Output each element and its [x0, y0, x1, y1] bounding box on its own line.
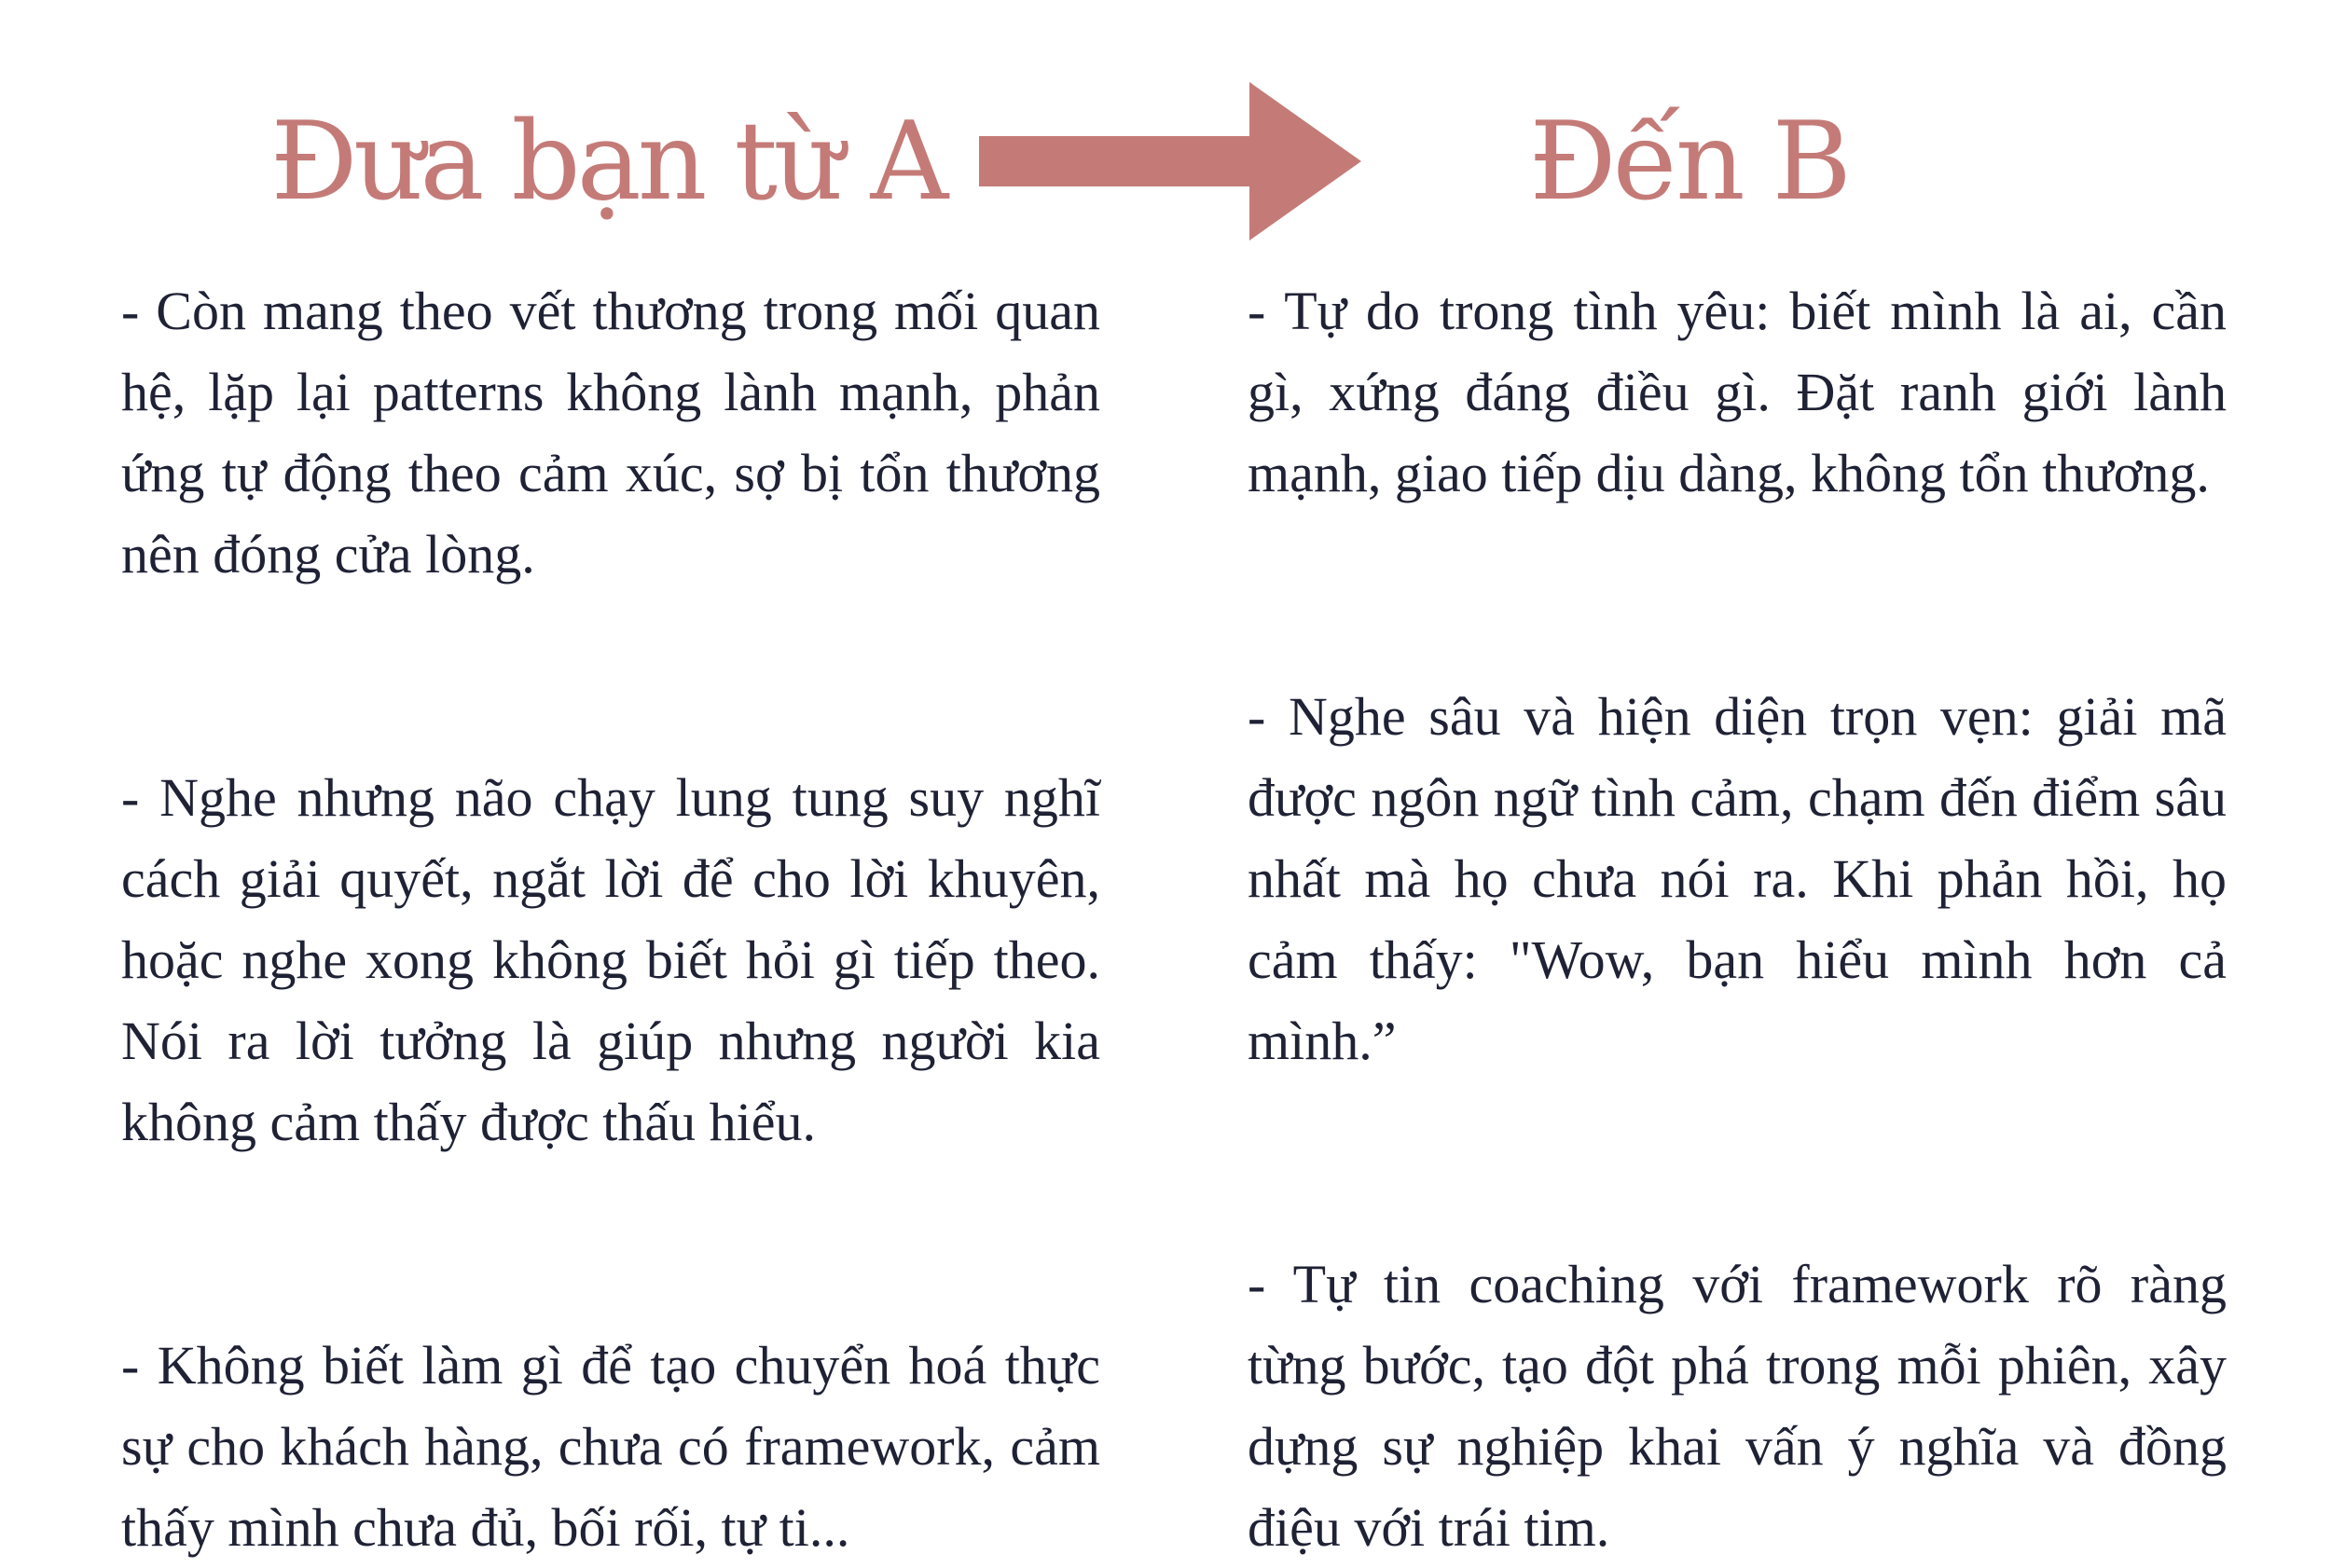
right-item-2: - Nghe sâu và hiện diện trọn vẹn: giải mã được ngôn ngữ tình cảm, chạm đến điểm sâu nhất mà họ chưa nói ra. Khi phản hồi, họ cảm thấy: "Wow, bạn hiểu mình hơn cả mình.”	[1248, 686, 2227, 1071]
left-item-2: - Nghe nhưng não chạy lung tung suy nghĩ cách giải quyết, ngắt lời để cho lời khuyên, hoặc nghe xong không biết hỏi gì tiếp theo. Nói ra lời tưởng là giúp nhưng người kia không cảm thấy được thấu hiểu.	[121, 767, 1100, 1152]
right-item-1: - Tự do trong tình yêu: biết mình là ai, cần gì, xứng đáng điều gì. Đặt ranh giới lành mạnh, giao tiếp dịu dàng, không tổn thương.	[1248, 281, 2227, 503]
left-column	[121, 270, 1100, 1568]
heading-to-b: Đến B	[1529, 99, 1848, 225]
right-column	[1248, 270, 2227, 1568]
right-arrow-icon	[979, 82, 1361, 241]
right-item-3: - Tự tin coaching với framework rõ ràng từng bước, tạo đột phá trong mỗi phiên, xây dựng sự nghiệp khai vấn ý nghĩa và đồng điệu với trái tim.	[1248, 1254, 2227, 1558]
heading-from-a: Đưa bạn từ A	[270, 99, 945, 225]
left-item-3: - Không biết làm gì để tạo chuyển hoá thực sự cho khách hàng, chưa có framework, cảm thấy mình chưa đủ, bối rối, tự ti...	[121, 1335, 1100, 1558]
left-item-1: - Còn mang theo vết thương trong mối quan hệ, lặp lại patterns không lành mạnh, phản ứng tự động theo cảm xúc, sợ bị tổn thương nên đóng cửa lòng.	[121, 281, 1100, 585]
